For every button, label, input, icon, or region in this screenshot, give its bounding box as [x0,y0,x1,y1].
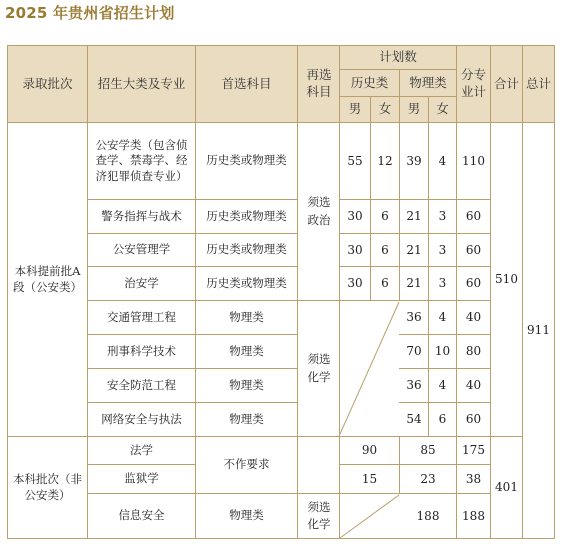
physics-female-cell: 3 [438,209,447,224]
physics-male-cell: 54 [406,412,422,427]
physics-female-cell: 10 [434,344,451,359]
subject-cell: 历史类或物理类 [206,153,287,168]
subject-cell: 历史类或物理类 [206,275,287,290]
total-sum-a: 510 [495,272,518,287]
subtotal-cell: 40 [465,310,482,325]
second-subject-politics: 须选政治 [307,195,331,227]
history-male-cell: 30 [347,209,363,224]
header-physics: 物理类 [409,74,447,90]
header-second-subject: 再选科目 [306,67,332,99]
subtotal-cell: 40 [465,378,482,393]
second-subject-chemistry: 须选化学 [307,352,331,384]
physics-female-cell: 6 [438,412,447,427]
subtotal-cell: 60 [465,276,482,291]
subject-cell: 物理类 [229,508,264,523]
second-subject-chemistry-2: 须选化学 [307,499,331,531]
major-cell: 公安学类（包含侦查学、禁毒学、经济犯罪侦查专业） [95,137,188,183]
subtotal-cell: 110 [462,153,485,168]
physics-male-cell: 21 [406,242,422,257]
page-title: 2025 年贵州省招生计划 [5,4,175,22]
header-plan: 计划数 [379,49,417,65]
history-female-cell: 12 [377,153,393,168]
physics-male-cell: 36 [406,378,422,393]
batch-b: 本科批次（非公安类） [13,471,82,502]
subject-cell: 物理类 [229,343,264,358]
history-total-cell: 90 [361,443,378,458]
header-history: 历史类 [350,74,389,90]
history-female-cell: 6 [381,276,389,291]
physics-male-cell: 21 [406,209,422,224]
header-history-male: 男 [348,101,362,117]
physics-female-cell: 4 [438,153,447,168]
major-cell: 网络安全与执法 [101,411,182,426]
subtotal-cell: 80 [465,344,482,359]
major-cell: 交通管理工程 [107,309,176,324]
subject-cell: 历史类或物理类 [206,208,287,223]
history-male-cell: 30 [347,242,363,257]
major-cell: 公安管理学 [112,242,171,257]
grand-total: 911 [527,323,550,338]
major-cell: 法学 [130,442,153,457]
subject-cell: 物理类 [229,411,264,426]
physics-female-cell: 3 [438,276,447,291]
physics-male-cell: 39 [406,153,422,168]
major-cell: 治安学 [124,275,159,290]
batch-a: 本科提前批A 段（公安类） [13,263,82,294]
subject-cell: 物理类 [229,377,264,392]
physics-total-cell: 85 [420,443,436,458]
physics-total-cell: 23 [420,471,436,486]
subject-cell-no-requirement: 不作要求 [223,457,270,472]
history-female-cell: 6 [381,242,389,257]
header-total-sum: 合计 [493,75,519,91]
physics-female-cell: 4 [438,310,447,325]
header-major: 招生大类及专业 [97,75,186,91]
header-grand-total: 总计 [525,75,551,91]
header-subtotal: 分专业计 [460,67,486,99]
header-batch: 录取批次 [22,75,73,91]
header-first-subject: 首选科目 [221,75,272,91]
physics-female-cell: 4 [438,378,447,393]
subtotal-cell: 60 [465,209,482,224]
subtotal-cell: 60 [465,242,482,257]
major-cell: 监狱学 [124,471,159,486]
major-cell: 警务指挥与战术 [101,208,182,223]
header-history-female: 女 [378,101,392,117]
history-male-cell: 55 [347,153,363,168]
total-sum-b: 401 [495,480,518,495]
header-physics-male: 男 [407,101,421,117]
history-female-cell: 6 [381,209,389,224]
header-physics-female: 女 [436,101,449,117]
subtotal-cell: 175 [462,443,485,458]
physics-male-cell: 21 [406,276,422,291]
major-cell: 刑事科学技术 [107,343,176,358]
subtotal-cell: 188 [462,508,485,523]
history-male-cell: 30 [347,276,363,291]
physics-female-cell: 3 [438,242,447,257]
history-total-cell: 15 [361,471,378,486]
subtotal-cell: 38 [465,471,482,486]
physics-total-cell: 188 [416,508,440,523]
physics-male-cell: 36 [406,310,422,325]
subject-cell: 物理类 [229,309,264,324]
major-cell: 安全防范工程 [107,377,176,392]
subject-cell: 历史类或物理类 [206,242,287,257]
major-cell: 信息安全 [118,508,165,523]
physics-male-cell: 70 [406,344,422,359]
subtotal-cell: 60 [465,412,482,427]
